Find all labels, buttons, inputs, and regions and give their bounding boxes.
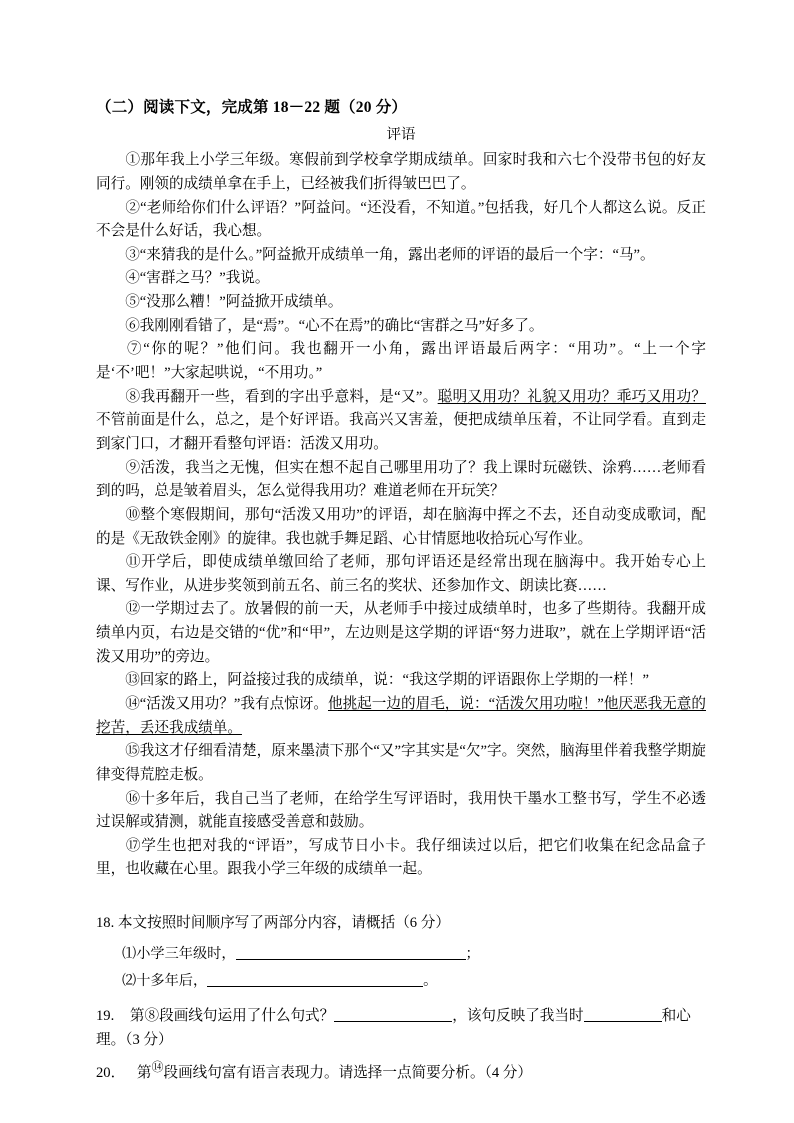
article-title: 评语 bbox=[386, 127, 416, 144]
question-number: 19. bbox=[96, 1007, 115, 1024]
question-20 bbox=[96, 1062, 706, 1086]
question-text-after: 和心理。（3 分） bbox=[96, 1007, 691, 1048]
question-text-mid: ，该句反映了我当时 bbox=[452, 1007, 584, 1024]
underlined-sentence: 他挑起一边的眉毛，说：“活泼欠用功啦！”他厌恶我无意的挖苦，丢还我成绩单。 bbox=[96, 696, 706, 736]
paragraph-6 bbox=[96, 315, 706, 339]
paragraph-text: ⑯十多年后，我自己当了老师，在给学生写评语时，我用快干墨水工整书写，学生不必透过误解或猜测，就能直接感受善意和鼓励。 bbox=[96, 790, 706, 831]
section-heading: （二）阅读下文，完成第 18－22 题（20 分） bbox=[96, 99, 408, 116]
question-text-before: 第 bbox=[136, 1065, 152, 1082]
paragraph-text: ⑨活泼，我当之无愧，但实在想不起自己哪里用功了？我上课时玩磁铁、涂鸦……老师看到的吗，总是皱着眉头，怎么觉得我用功？难道老师在开玩笑？ bbox=[96, 459, 706, 500]
paragraph-3 bbox=[96, 244, 706, 268]
paragraph-10 bbox=[96, 504, 706, 551]
paragraph-text: ⑫一学期过去了。放暑假的前一天，从老师手中接过成绩单时，也多了些期待。我翻开成绩单内页，右边是交错的“优”和“甲”，左边则是这学期的评语“努力进取”，就在上学期评语“活泼又用功”的旁边。 bbox=[96, 601, 706, 665]
question-text: 本文按照时间顺序写了两部分内容，请概括（6 分） bbox=[117, 915, 450, 932]
answer-blank[interactable] bbox=[236, 945, 466, 960]
paragraph-text: ⑩整个寒假期间，那句“活泼又用功”的评语，却在脑海中挥之不去，还自动变成歌词，配的是《无敌铁金刚》的旋律。我也就手舞足蹈、心甘情愿地收拾玩心写作业。 bbox=[96, 506, 706, 547]
sub-label: ⑵十多年后， bbox=[122, 973, 208, 990]
question-number: 18. bbox=[96, 915, 115, 932]
paragraph-text: ⑥我刚刚看错了，是“焉”。“心不在焉”的确比“害群之马”好多了。 bbox=[125, 317, 544, 334]
paragraph-14 bbox=[96, 693, 706, 740]
paragraph-13 bbox=[96, 669, 706, 693]
question-18-stem bbox=[96, 912, 706, 936]
question-text-after: 段画线句富有语言表现力。请选择一点简要分析。（4 分） bbox=[163, 1065, 532, 1082]
sub-label: ⑴小学三年级时， bbox=[122, 945, 236, 962]
paragraph-16 bbox=[96, 788, 706, 835]
paragraph-17 bbox=[96, 835, 706, 882]
paragraph-12 bbox=[96, 598, 706, 669]
question-19-stem bbox=[96, 1005, 706, 1052]
sub-suffix: 。 bbox=[423, 973, 438, 990]
question-19 bbox=[96, 1005, 706, 1052]
underlined-sentence: 聪明又用功？礼貌又用功？乖巧又用功？ bbox=[437, 388, 706, 405]
paragraph-text: ③“来猜我的是什么。”阿益掀开成绩单一角，露出老师的评语的最后一个字：“马”。 bbox=[125, 246, 655, 263]
paragraph-text: ⑰学生也把对我的“评语”，写成节日小卡。我仔细读过以后，把它们收集在纪念品盒子里，也收藏在心里。跟我小学三年级的成绩单一起。 bbox=[96, 837, 706, 878]
paragraph-9 bbox=[96, 457, 706, 504]
paragraph-text: ⑧我再翻开一些，看到的字出乎意料，是“又”。聪明又用功？礼貌又用功？乖巧又用功？不管前面是什么，总之，是个好评语。我高兴又害羞，便把成绩单压着，不让同学看。直到走到家门口，才翻开看整句评语：活泼又用功。 bbox=[96, 388, 706, 452]
question-18-sub-2 bbox=[96, 969, 706, 995]
paragraph-1 bbox=[96, 149, 706, 196]
paragraph-text: ⑬回家的路上，阿益接过我的成绩单，说：“我这学期的评语跟你上学期的一样！” bbox=[125, 672, 649, 689]
paragraph-text: ⑪开学后，即使成绩单缴回给了老师，那句评语还是经常出现在脑海中。我开始专心上课、写作业，从进步奖领到前五名、前三名的奖状、还参加作文、朗读比赛…… bbox=[96, 554, 706, 594]
answer-blank[interactable] bbox=[334, 1006, 452, 1022]
paragraph-text: ②“老师给你们什么评语？”阿益问。“还没看，不知道。”包括我，好几个人都这么说。反正不会是什么好话，我心想。 bbox=[96, 199, 706, 240]
answer-blank[interactable] bbox=[584, 1006, 662, 1022]
paragraph-15 bbox=[96, 740, 706, 787]
question-20-stem bbox=[96, 1062, 706, 1086]
circled-number: ⑭ bbox=[151, 1060, 164, 1075]
question-18 bbox=[96, 912, 706, 995]
question-18-sub-1 bbox=[96, 942, 706, 968]
paragraph-text: ⑮我这才仔细看清楚，原来墨渍下那个“又”字其实是“欠”字。突然，脑海里伴着我整学期旋律变得荒腔走板。 bbox=[96, 743, 706, 783]
paragraph-8 bbox=[96, 386, 706, 457]
paragraph-4 bbox=[96, 267, 706, 291]
question-text: 第⑧段画线句运用了什么句式？ bbox=[129, 1007, 335, 1024]
sub-suffix: ； bbox=[465, 945, 480, 962]
question-number: 20． bbox=[96, 1065, 126, 1082]
answer-blank[interactable] bbox=[207, 972, 423, 987]
paragraph-text: ④“害群之马？”我说。 bbox=[125, 270, 270, 287]
paragraph-5 bbox=[96, 291, 706, 315]
paragraph-text: ⑤“没那么糟！”阿益掀开成绩单。 bbox=[125, 294, 343, 311]
paragraph-text: ①那年我上小学三年级。寒假前到学校拿学期成绩单。回家时我和六七个没带书包的好友同行。刚领的成绩单拿在手上，已经被我们折得皱巴巴了。 bbox=[96, 152, 706, 192]
paragraph-text: ⑦“你的呢？”他们问。我也翻开一小角，露出评语最后两字：“用功”。“上一个字是‘不’吧！”大家起哄说，“不用功。” bbox=[96, 341, 706, 382]
paragraph-2 bbox=[96, 197, 706, 244]
paragraph-7 bbox=[96, 338, 706, 385]
paragraph-11 bbox=[96, 551, 706, 598]
paragraph-text: ⑭“活泼又用功？”我有点惊讶。他挑起一边的眉毛，说：“活泼欠用功啦！”他厌恶我无意的挖苦，丢还我成绩单。 bbox=[96, 696, 706, 736]
